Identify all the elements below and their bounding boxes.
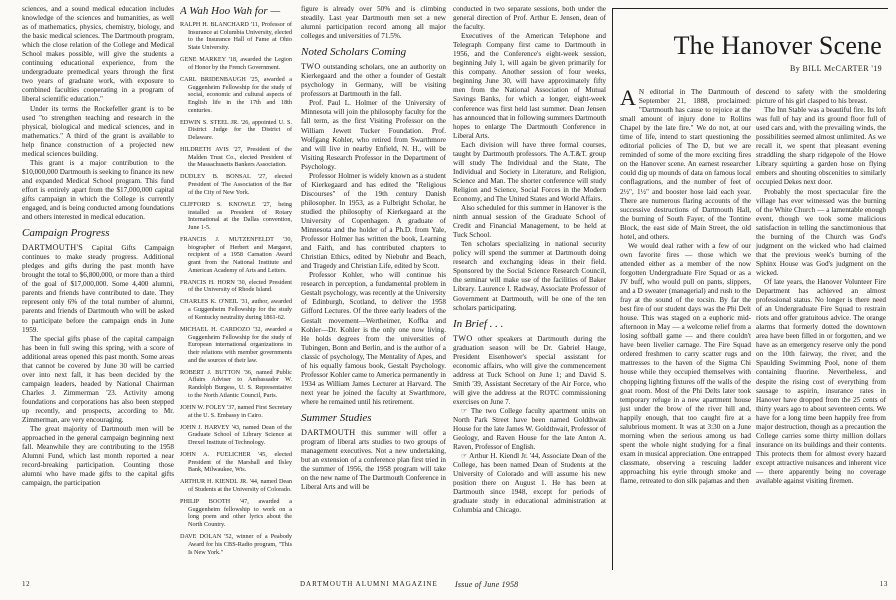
- paragraph: TWO other speakers at Dartmouth during the graduation season will be Dr. Gabriel Hauge, President Eisenhower's special assistant for economic affairs, who will give the commencement address at Tuck School on June 1; and David S. Smith '39, Assistant Secretary of the Air Force, who will give the address at the ROTC commissioning exercises on June 7.: [453, 333, 606, 406]
- pointing-hand-icon: ☞: [461, 406, 468, 415]
- list-item: GENE MARKEY '18, awarded the Legion of Honor by the French Government.: [180, 56, 292, 71]
- list-item: JOHN A. FUELICHER '45, elected President of the Marshall and Ilsley Bank, Milwaukee, Wis.: [180, 450, 292, 474]
- paragraph: Probably the most spectacular fire the village has ever witnessed was the burning of the White Church — a lamentable enough event, though we took some malicious satisfaction in telling the sanctimonious that the burning of the Church was God's judgment on the wicked who had claimed that the previous week's burning of the Sphinx House was God's judgment on the wicked.: [756, 187, 886, 277]
- column-1: [22, 5, 174, 570]
- column-6-hanover-scene: [756, 88, 886, 570]
- paragraph: We would deal rather with a few of our own favorite fires — those which we attended either as a member of the now forgotten Undergraduate Fire Squad or as a JV buff, who would pull on pants, slippers, and a D sweater (managerial) and rush to the fray at the sound of the tocsin. By far the best fire of our student days was the Phi Delt house. This was staged on a euphoric mid-afternoon in May — a welcome relief from a losing softball game — and there couldn't have been livelier carnage. The Fire Squad ordered freshmen to carry scatter rugs and mattresses to the haven of the Sigma Chi house while they occupied themselves with chopping lighting fixtures off the walls of the goat room. Most of the Phi Delts later took temporary refuge in a new apartment house just under the brow of the river hill and, happily enough, that too caught fire at a salubrious moment. It was at 3:30 on a June morning when the serious among us had spent the whole night studying for a final exam in musical appreciation. One entrapped classmate, observing a rescuing ladder approaching his eyrie through smoke and flame, retreated to don silk pajamas and then: [620, 241, 751, 486]
- list-item: MICHAEL H. CARDOZO '32, awarded a Guggenheim Fellowship for the study of European international organizations in their relations with member governments and the sources of their law.: [180, 325, 292, 364]
- lead-word: DARTMOUTH'S: [22, 243, 84, 253]
- paragraph: A N editorial in The Dartmouth of September 21, 1888, proclaimed: "Dartmouth has cause to rejoice at the small amount of injury done to Rollins Chapel by the late fire." We do not, at our time of life, intend to start questioning the editorial policies of The D, but we are reminded of some of the more exciting fires on the Hanover scene. An earnest researcher could dig up mounds of data on famous local conflagrations, and the number of feet of 2½", 1½" and booster hose laid each year. There are numerous flaring accounts of the successive destructions of Dartmouth Hall, the burning of South Fayer, of the Tontine Block, the east side of Main Street, the old hotel, and others.: [620, 88, 751, 241]
- paragraph: The great majority of Dartmouth men will be approached in the general campaign beginning next fall. Meanwhile they are contributing to the 1958 Alumni Fund, which last month reported a near record-breaking participation. Counting those alumni who have made gifts to the capital gifts campaign, the participation: [22, 425, 174, 488]
- paragraph: sciences, and a sound medical education includes knowledge of the sciences and humanities, as well as of mathematics, physics, chemistry, biology, and the basic medical sciences. The Dartmouth program, which the close relation of the College and Medical School makes possible, will give the students a continuing educational experience, from the undergraduate premedical years through the first two years of graduate work, with exposure to combined faculties cooperating in a program of liberal scientific education.": [22, 5, 174, 104]
- paragraph: conducted in two separate sessions, both under the general direction of Prof. Arthur E. Jensen, dean of the faculty.: [453, 5, 606, 32]
- section-heading-campaign-progress: Campaign Progress: [22, 227, 110, 240]
- list-item: CHARLES K. O'NEIL '31, author, awarded a Guggenheim Fellowship for the study of Kentucky neutrality during 1861-62.: [180, 298, 292, 321]
- list-item: JOHN W. FOLEY '37, named First Secretary at the U. S. Embassy in Cairo.: [180, 403, 292, 419]
- paragraph: Executives of the American Telephone and Telegraph Company first came to Dartmouth in 1956, and the Conference's eight-week session, beginning July 1, will again be given primarily for this company. Another session of four weeks, beginning June 30, will have approximately fifty men from the National Association of Mutual Savings Banks, for which a longer, eight-week conference was first held last summer. Dean Jensen has announced that in following summers Dartmouth hopes to enlarge The Dartmouth Conference in Liberal Arts.: [453, 32, 606, 140]
- column-4: [453, 5, 606, 570]
- honors-list: [180, 21, 292, 556]
- list-item: ARTHUR H. KIENDL JR. '44, named Dean of Students at the University of Colorado.: [180, 478, 292, 494]
- paragraph: Of late years, the Hanover Volunteer Fire Department has achieved an almost professional status. No longer is there need of an Undergraduate Fire Squad to restrain riots and offer gratuitous advice. The orange alarms that formerly dotted the downtown area have been filled in or forgotten, and we have as an emergency reserve only the pond on the 10th fairway, the river, and the Spaulding Swimming Pool, none of them containing fluorine. Nevertheless, and despite the rising cost of everything from sausage to aspirin, insurance rates in Hanover have dropped from the 25 cents of thirty years ago to about seventeen cents. We have for a long time been happily free from major destruction, though as a precaution the College carries some thirty million dollars insurance on its buildings and their contents. This protects them for almost every hazard except attractive nuisances and inherent vice — there apparently being no coverage available against visiting firemen.: [756, 277, 886, 486]
- paragraph: figure is already over 50% and is climbing steadily. Last year Dartmouth men set a new alumni participation record among all major colleges and universities of 71.5%.: [301, 5, 446, 41]
- lead-word: TWO: [453, 333, 473, 343]
- paragraph: Prof. Paul L. Holmer of the University of Minnesota will join the philosophy faculty for the fall term, as the first Visiting Professor on the William Jewett Tucker Foundation. Prof. Wolfgang Kohler, who retired from Swarthmore and will live in nearby Enfield, N. H., will be Visiting Research Professor in the Department of Psychology.: [301, 99, 446, 171]
- hanover-scene-header: [611, 8, 892, 86]
- list-item: DUDLEY B. BONSAL '27, elected President of The Association of the Bar of the City of New York.: [180, 173, 292, 196]
- page-number-right: 13: [879, 580, 888, 588]
- drop-cap: A: [620, 88, 636, 110]
- paragraph: descend to safety with the smoldering picture of his girl clasped to his breast.: [756, 88, 886, 106]
- list-item: FRANCIS J. MUTZENFELDT '30, biographer of Herbert and Margaret, recipient of a 1958 Carnation Award grant from the National Institute and American Academy of Arts and Letters.: [180, 235, 292, 274]
- list-item: HILDRETH AVIS '27, President of the Malden Trust Co., elected President of the Massachusetts Bankers Association.: [180, 146, 292, 169]
- paragraph: Professor Kohler, who will continue his research in perception, a fundamental problem in Gestalt psychology, was recently at the University of Edinburgh, Scotland, to deliver the 1958 Gifford Lectures. Of the three early leaders of the Gestalt movement—Wertheimer, Koffka and Kohler—Dr. Kohler is the only one now living. He holds degrees from the universities of Tubingen, Bonn and Berlin, and is the author of a classic of psychology, The Mentality of Apes, and of his equally famous book, Gestalt Psychology. Professor Kohler came to America permanently in 1934 as William James Lecturer at Harvard. The next year he joined the faculty at Swarthmore, where he remained until his retirement.: [301, 271, 446, 406]
- paragraph: This grant is a major contribution to the $10,000,000 Dartmouth is seeking to finance its new and expanded Medical School program. This fund effort is entirely apart from the $17,000,000 capital gifts campaign in which the College is currently engaged, and is being conducted among foundations and others interested in medical education.: [22, 158, 174, 222]
- section-heading-in-brief: In Brief . . .: [453, 317, 504, 330]
- list-item: JOHN J. HARVEY '43, named Dean of the Graduate School of Library Science at Drexel Institute of Technology.: [180, 423, 292, 446]
- list-item: RALPH H. BLANCHARD '11, Professor of Insurance at Columbia University, elected to the Insurance Hall of Fame at Ohio State University.: [180, 21, 292, 52]
- paragraph: The special gifts phase of the capital campaign has been in full swing this spring, with a score of additional areas opened this past month. Some areas that cannot be covered by June 30 will be carried over into next fall, it has been decided by the campaign leaders, headed by National Chairman Charles J. Zimmerman '23. Activity among foundations and corporations has also been stepped up recently, and prospects, according to Mr. Zimmerman, are very encouraging.: [22, 334, 174, 425]
- paragraph: Each division will have three formal courses, taught by Dartmouth professors. The A.T.&T. group will study The Individual and the State, The Individual and Society in Literature, and Religion, Science and Man. The shorter conference will study Religion and Science, Social Forces in the Modern Economy, and The United States and World Affairs.: [453, 140, 606, 203]
- lead-word: DARTMOUTH: [301, 427, 356, 437]
- pointing-hand-icon: ☞: [461, 452, 468, 461]
- lead-word: TWO: [301, 62, 321, 72]
- column-5-hanover-scene: [620, 88, 751, 570]
- article-title: The Hanover Scene: [673, 31, 882, 60]
- issue-date: Issue of June 1958: [455, 580, 519, 589]
- paragraph: DARTMOUTH this summer will offer a program of liberal arts studies to two groups of management executives. Not a new undertaking, but an extension of a conference plan first tried in the summer of 1956, the 1958 program will take on the new name of The Dartmouth Conference in Liberal Arts and will be: [301, 427, 446, 492]
- paragraph: Also scheduled for this summer in Hanover is the ninth annual session of the Graduate School of Credit and Financial Management, to be held at Tuck School.: [453, 204, 606, 240]
- paragraph: The Inn Stable was a beautiful fire. Its loft was full of hay and its ground floor full of used cars and, with the prevailing winds, the possibilities seemed almost unlimited. As we recall it, we spent that pleasant evening straddling the sharp ridgepole of the Howe Library squirting a garden hose on flying embers and shouting obscenities to similarly occupied Dekes next door.: [756, 106, 886, 187]
- paragraph: Under its terms the Rockefeller grant is to be used "to strengthen teaching and research in the physical, biological and medical sciences, and in mathematics." A third of the grant is available to help finance construction of a projected new medical sciences building.: [22, 104, 174, 158]
- list-item: DAVE DOLAN '52, winner of a Peabody Award for his CBS-Radio program, "This Is New York.": [180, 533, 292, 556]
- list-item: ROBERT J. BUTTON '36, named Public Affairs Adviser to Ambassador W. Randolph Burgess, U. S. Representative to the North Atlantic Council, Paris.: [180, 368, 292, 399]
- list-item: FRANCIS H. HORN '30, elected President of the University of Rhode Island.: [180, 278, 292, 294]
- paragraph: ☞ The two College faculty apartment units on North Park Street have been named Goldthwait House for the late James W. Goldthwait, Professor of Geology, and Raven House for the late Anton A. Raven, Professor of English.: [453, 406, 606, 452]
- byline: By BILL McCARTER '19: [790, 64, 882, 73]
- paragraph: ☞ Arthur H. Kiendl Jr. '44, Associate Dean of the College, has been named Dean of Students at the University of Colorado and will assume his new position there on August 1. He has been at Dartmouth since 1948, except for periods of graduate study in educational administration at Columbia and Chicago.: [453, 452, 606, 515]
- section-heading-noted-scholars: Noted Scholars Coming: [301, 46, 407, 59]
- paragraph: DARTMOUTH'S Capital Gifts Campaign continues to make steady progress. Additional pledges and gifts during the past month have brought the total to $6,800,000, or more than a third of the goal of $17,000,000. Some 4,400 alumni, parents and friends have contributed to date. They represent only 6% of the total number of alumni, parents and friends of Dartmouth who will be asked to participate before the campaign ends in June 1959.: [22, 243, 174, 334]
- paragraph: Ten scholars specializing in national security policy will spend the summer at Dartmouth doing research and exchanging ideas in their field. Sponsored by the Social Science Research Council, the seminar will make use of the facilities of Baker Library. Laurence I. Radway, Associate Professor of Government at Dartmouth, will be one of the ten scholars participating.: [453, 240, 606, 312]
- list-item: PHILIP BOOTH '47, awarded a Guggenheim fellowship to work on a long poem and other lyrics about the North Country.: [180, 498, 292, 529]
- paragraph: TWO outstanding scholars, one an authority on Kierkegaard and the other a founder of Gestalt psychology in Germany, will be visiting professors at Dartmouth in the fall.: [301, 62, 446, 99]
- column-rule: [612, 8, 613, 570]
- page-number-left: 12: [22, 580, 31, 588]
- section-heading-wah-hoo-wah: A Wah Hoo Wah for —: [180, 5, 281, 17]
- column-3: [301, 5, 446, 570]
- column-2-wah-hoo-wah: [180, 5, 292, 570]
- paragraph: Professor Holmer is widely known as a student of Kierkegaard and has edited the "Religious Discourses" of the 19th century Danish philosopher. In 1953, as a Fulbright Scholar, he studied the philosophy of Kierkegaard at the University of Copenhagen. A graduate of Minnesota and the holder of a Ph.D. from Yale, Professor Holmer has written the book, Learning and Faith, and has contributed chapters to Christian Ethics, edited by Niebuhr and Beach, and Tragedy and Christian Life, edited by Scott.: [301, 171, 446, 271]
- section-heading-summer-studies: Summer Studies: [301, 411, 372, 424]
- list-item: EDWIN S. STEEL JR. '26, appointed U. S. District Judge for the District of Delaware.: [180, 118, 292, 142]
- list-item: CARL BRIDENBAUGH '25, awarded a Guggenheim Fellowship for the study of social, economic and cultural aspects of English life in the 17th and 18th centuries.: [180, 75, 292, 114]
- magazine-name: DARTMOUTH ALUMNI MAGAZINE: [300, 580, 438, 588]
- list-item: CLIFFORD S. KNOWLE '27, being installed as President of Rotary International at the Dallas convention, June 1-5.: [180, 200, 292, 231]
